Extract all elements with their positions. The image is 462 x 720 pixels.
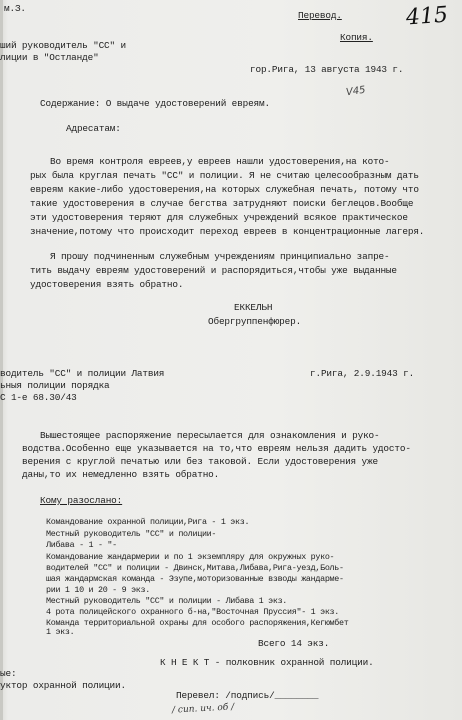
para3-line-2: водства.Особенно еще указывается на то,что евреям нельзя дадить удосто- <box>22 443 411 454</box>
para2-line-1: Я прошу подчиненным служебным учреждениям принципиально запре- <box>50 251 390 262</box>
para1-line-3: евреям какие-либо удостоверения,на которых служебная печать, потому что <box>30 184 419 195</box>
distribution-line-11: 1 экз. <box>46 627 75 637</box>
subject-line: Содержание: О выдаче удостоверений евреям. <box>40 98 270 109</box>
para3-line-3: верения с круглой печатью или без таковой. Если удостоверения уже <box>22 456 378 467</box>
place-date: гор.Рига, 13 августа 1943 г. <box>250 64 404 75</box>
second-sender-line-1: водитель "СС" и полиции Латвия <box>0 368 165 379</box>
para1-line-2: рых была круглая печать "СС" и полиции. Я не считаю целесообразным дать <box>30 170 419 181</box>
translated-by-line: Перевел: /подпись/________ <box>176 690 319 701</box>
para2-line-2: тить выдачу евреям удостоверений и распорядиться,чтобы уже выданные <box>30 265 397 276</box>
signature-name: ЕККЕЛЬН <box>234 302 273 313</box>
para3-line-4: даны,то их немедленно взять обратно. <box>22 469 220 480</box>
distribution-label: Кому разослано: <box>40 495 123 506</box>
copy-label: Копия. <box>340 32 373 43</box>
handwritten-note: / сип. ич. об / <box>171 702 235 716</box>
margin-mark: V45 <box>345 84 367 99</box>
distribution-line-6: шая жандармская команда - Эзупе,моторизованные взводы жандарме- <box>46 574 344 584</box>
signer-line: К Н Е К Т - полковник охранной полиции. <box>160 657 374 668</box>
distribution-line-10: Команда территориальной охраны для особого распоряжения,Кегюмбет <box>46 618 349 628</box>
header-left-mark: м.З. <box>4 3 26 14</box>
footer-line-1: ые: <box>0 668 17 679</box>
distribution-line-8: Местный руководитель "СС" и полиции - Либава 1 экз. <box>46 596 288 606</box>
para2-line-3: удостоверения взять обратно. <box>30 279 184 290</box>
distribution-line-4: Командование жандармерии и по 1 экземпляру для окружных руко- <box>46 552 335 562</box>
distribution-line-3: Либава - 1 - "- <box>46 540 117 550</box>
second-sender-line-3: С 1-е 68.30/43 <box>0 392 77 403</box>
addressees-label: Адресатам: <box>66 123 121 134</box>
signature-rank: Обергруппенфюрер. <box>208 316 302 327</box>
distribution-line-5: водителей "СС" и полиции - Двинск,Митава,Либава,Рига-уезд,Боль- <box>46 563 344 573</box>
footer-line-2: уктор охранной полиции. <box>0 680 126 691</box>
para3-line-1: Вышестоящее распоряжение пересылается для ознакомления и руко- <box>40 430 380 441</box>
distribution-line-2: Местный руководитель "СС" и полиции- <box>46 529 217 539</box>
para1-line-6: значение,потому что происходит переход евреев в концентрационные лагеря. <box>30 226 425 237</box>
total-copies: Всего 14 экз. <box>258 638 330 649</box>
sender-line-1: ший руководитель "СС" и <box>0 40 126 51</box>
para1-line-5: эти удостоверения теряют для служебных учреждений всякое практическое <box>30 212 408 223</box>
distribution-line-1: Командование охранной полиции,Рига - 1 экз. <box>46 517 250 527</box>
sender-line-2: лиции в "Остланде" <box>0 52 99 63</box>
second-sender-line-2: ьныя полиции порядка <box>0 380 110 391</box>
page-number-handwritten: 415 <box>405 2 449 31</box>
translation-label: Перевод. <box>298 10 342 21</box>
page-edge-shadow <box>0 0 3 720</box>
second-date: г.Рига, 2.9.1943 г. <box>310 368 415 379</box>
distribution-line-9: 4 рота полицейского охранного б-на,"Восточная Пруссия"- 1 экз. <box>46 607 340 617</box>
para1-line-4: такие удостоверения в случае бегства затрудняют поиски беглецов.Вообще <box>30 198 414 209</box>
distribution-line-7: рии 1 10 и 20 - 9 экз. <box>46 585 150 595</box>
para1-line-1: Во время контроля евреев,у евреев нашли удостоверения,на кото- <box>50 156 390 167</box>
